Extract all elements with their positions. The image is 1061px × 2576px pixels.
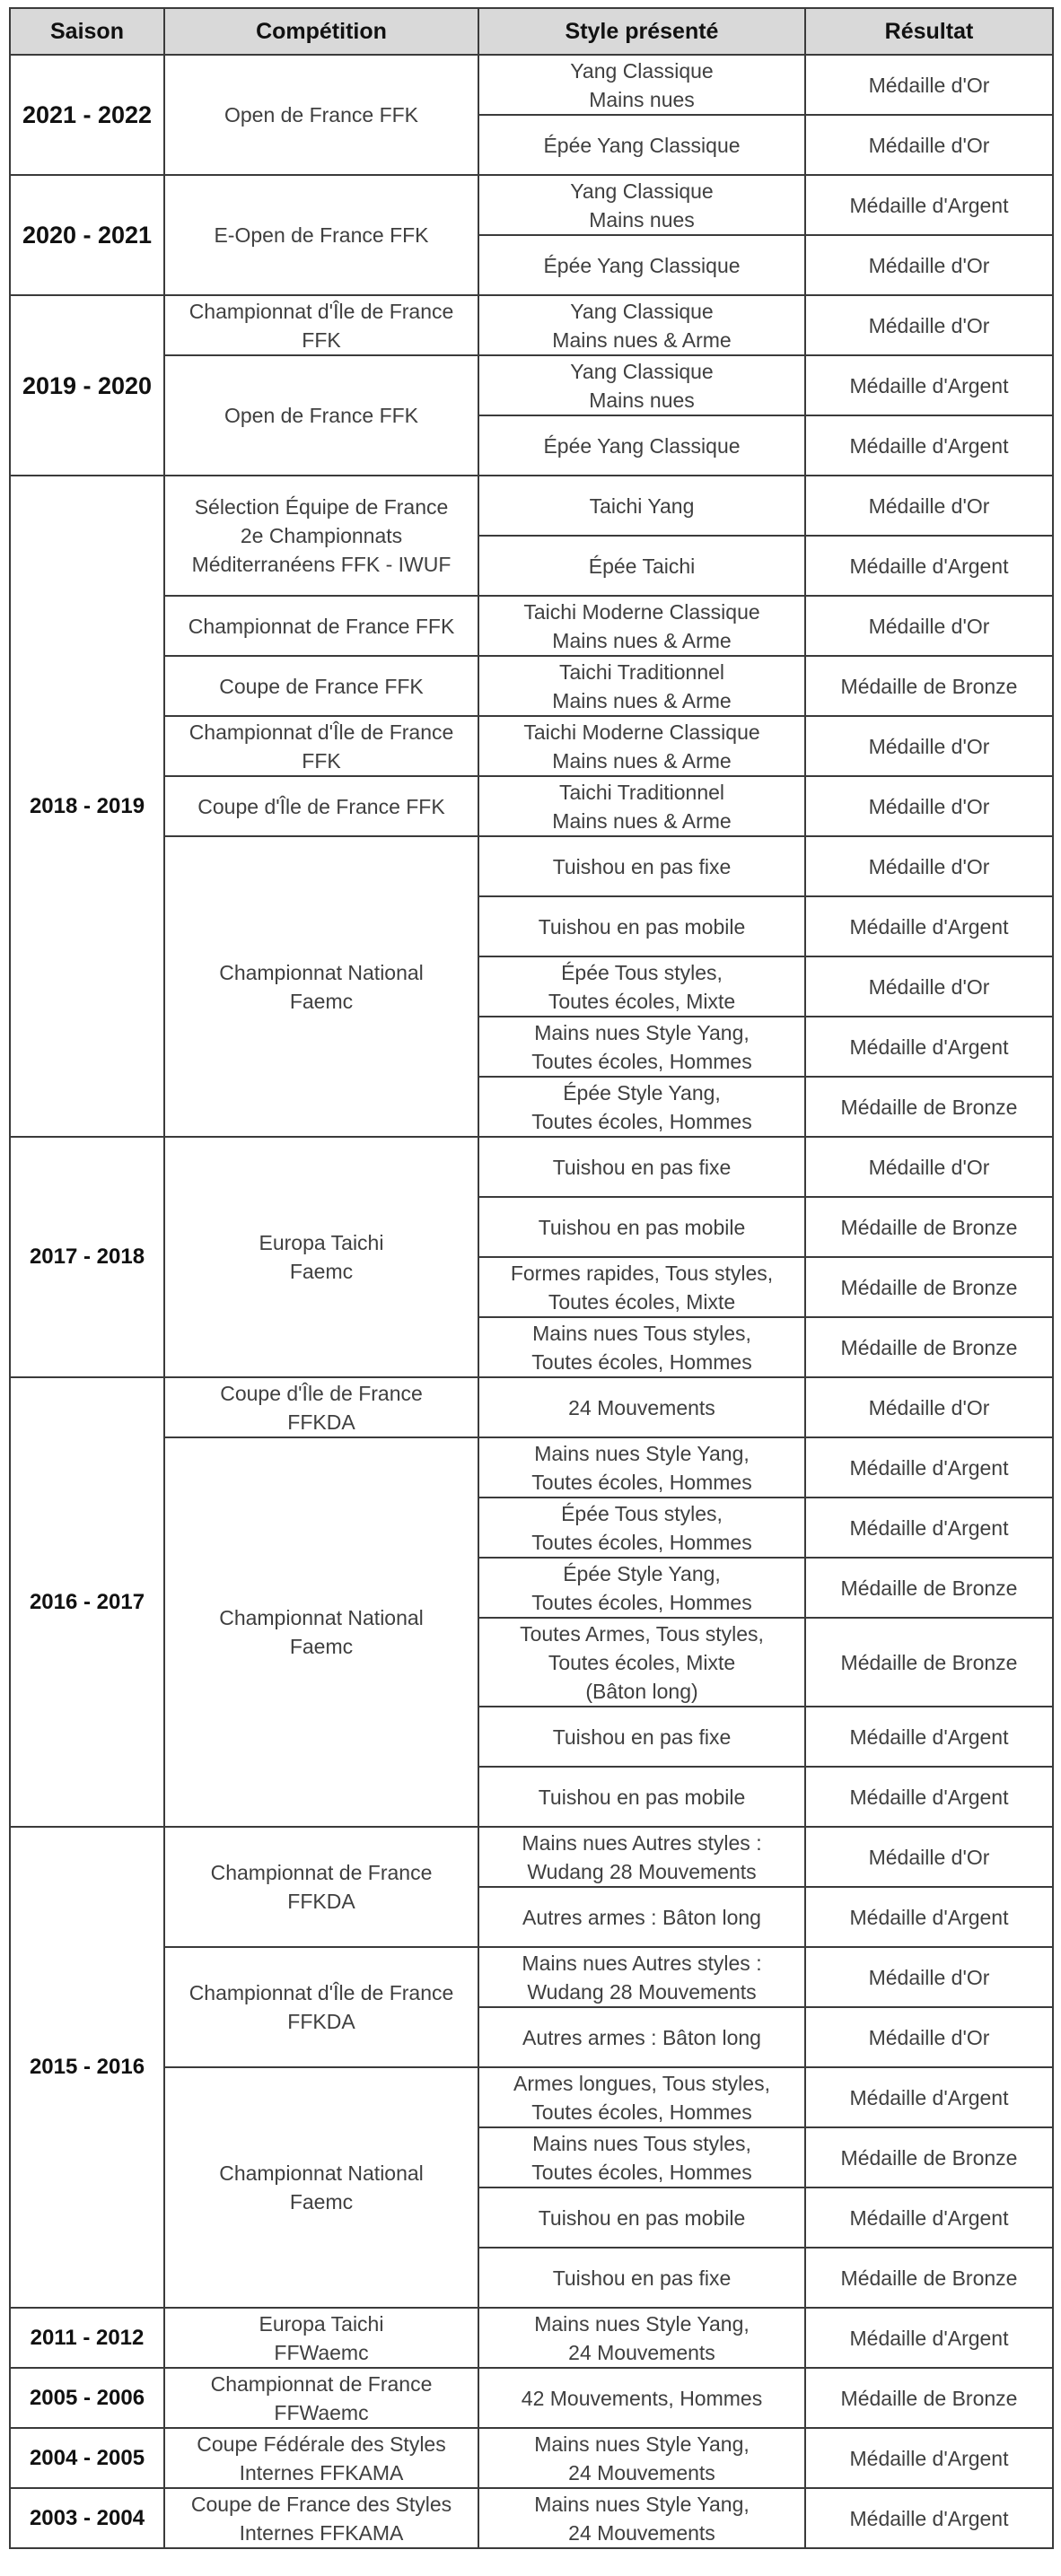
season-cell: 2017 - 2018 bbox=[10, 1137, 164, 1377]
table-row bbox=[10, 1377, 1053, 1437]
season-cell: 2015 - 2016 bbox=[10, 1827, 164, 2308]
result-cell: Médaille d'Argent bbox=[805, 1707, 1053, 1767]
result-cell: Médaille de Bronze bbox=[805, 1618, 1053, 1707]
result-cell: Médaille de Bronze bbox=[805, 1077, 1053, 1137]
result-cell: Médaille de Bronze bbox=[805, 1558, 1053, 1618]
table-row bbox=[10, 1137, 1053, 1197]
competition-cell: Championnat National Faemc bbox=[164, 836, 478, 1137]
result-cell: Médaille de Bronze bbox=[805, 2368, 1053, 2428]
style-cell: Tuishou en pas mobile bbox=[478, 2187, 805, 2248]
style-cell: Taichi Traditionnel Mains nues & Arme bbox=[478, 656, 805, 716]
style-cell: Taichi Moderne Classique Mains nues & Arme bbox=[478, 716, 805, 776]
results-table bbox=[9, 7, 1054, 2549]
style-cell: Tuishou en pas mobile bbox=[478, 1197, 805, 1257]
style-cell: Épée Style Yang, Toutes écoles, Hommes bbox=[478, 1558, 805, 1618]
result-cell: Médaille de Bronze bbox=[805, 2248, 1053, 2308]
style-cell: Épée Tous styles, Toutes écoles, Mixte bbox=[478, 956, 805, 1017]
style-cell: Yang Classique Mains nues bbox=[478, 55, 805, 115]
table-row bbox=[10, 175, 1053, 235]
competition-cell: Coupe d'Île de France FFK bbox=[164, 776, 478, 836]
competition-cell: Championnat National Faemc bbox=[164, 2067, 478, 2308]
header-row bbox=[10, 8, 1053, 55]
competition-cell: Championnat National Faemc bbox=[164, 1437, 478, 1827]
style-cell: Mains nues Autres styles : Wudang 28 Mouvements bbox=[478, 1827, 805, 1887]
table-row bbox=[10, 2428, 1053, 2488]
result-cell: Médaille d'Argent bbox=[805, 175, 1053, 235]
style-header: Style présenté bbox=[478, 8, 805, 55]
table-row bbox=[10, 355, 1053, 415]
result-cell: Médaille d'Or bbox=[805, 235, 1053, 295]
result-cell: Médaille d'Argent bbox=[805, 355, 1053, 415]
table-row bbox=[10, 1827, 1053, 1887]
competition-cell: Europa Taichi Faemc bbox=[164, 1137, 478, 1377]
table-row bbox=[10, 776, 1053, 836]
style-cell: Armes longues, Tous styles, Toutes écoles, Hommes bbox=[478, 2067, 805, 2127]
competition-header: Compétition bbox=[164, 8, 478, 55]
competition-cell: Open de France FFK bbox=[164, 55, 478, 175]
style-cell: Mains nues Tous styles, Toutes écoles, Hommes bbox=[478, 1317, 805, 1377]
result-cell: Médaille d'Argent bbox=[805, 896, 1053, 956]
result-header: Résultat bbox=[805, 8, 1053, 55]
result-cell: Médaille d'Argent bbox=[805, 2308, 1053, 2368]
style-cell: Épée Yang Classique bbox=[478, 235, 805, 295]
table-row bbox=[10, 2488, 1053, 2548]
competition-cell: Open de France FFK bbox=[164, 355, 478, 476]
competition-cell: Championnat de France FFKDA bbox=[164, 1827, 478, 1947]
style-cell: Tuishou en pas mobile bbox=[478, 896, 805, 956]
style-cell: Épée Yang Classique bbox=[478, 115, 805, 175]
style-cell: Mains nues Autres styles : Wudang 28 Mouvements bbox=[478, 1947, 805, 2007]
style-cell: Taichi Yang bbox=[478, 476, 805, 536]
season-cell: 2016 - 2017 bbox=[10, 1377, 164, 1827]
season-cell: 2019 - 2020 bbox=[10, 295, 164, 476]
result-cell: Médaille d'Or bbox=[805, 1947, 1053, 2007]
result-cell: Médaille d'Or bbox=[805, 115, 1053, 175]
result-cell: Médaille d'Or bbox=[805, 596, 1053, 656]
table-row bbox=[10, 1437, 1053, 1498]
competition-cell: Sélection Équipe de France 2e Championnats Méditerranéens FFK - IWUF bbox=[164, 476, 478, 596]
style-cell: Mains nues Tous styles, Toutes écoles, Hommes bbox=[478, 2127, 805, 2187]
season-cell: 2005 - 2006 bbox=[10, 2368, 164, 2428]
table-row bbox=[10, 55, 1053, 115]
style-cell: Mains nues Style Yang, 24 Mouvements bbox=[478, 2308, 805, 2368]
table-row bbox=[10, 2308, 1053, 2368]
table-row bbox=[10, 716, 1053, 776]
style-cell: Tuishou en pas fixe bbox=[478, 836, 805, 896]
result-cell: Médaille d'Or bbox=[805, 55, 1053, 115]
result-cell: Médaille d'Or bbox=[805, 776, 1053, 836]
style-cell: Tuishou en pas mobile bbox=[478, 1767, 805, 1827]
result-cell: Médaille d'Or bbox=[805, 716, 1053, 776]
table-row bbox=[10, 2067, 1053, 2127]
result-cell: Médaille d'Argent bbox=[805, 2488, 1053, 2548]
season-cell: 2021 - 2022 bbox=[10, 55, 164, 175]
result-cell: Médaille d'Argent bbox=[805, 2187, 1053, 2248]
competition-cell: Coupe d'Île de France FFKDA bbox=[164, 1377, 478, 1437]
result-cell: Médaille d'Argent bbox=[805, 1767, 1053, 1827]
season-cell: 2020 - 2021 bbox=[10, 175, 164, 295]
result-cell: Médaille d'Or bbox=[805, 295, 1053, 355]
table-row bbox=[10, 1947, 1053, 2007]
style-cell: Autres armes : Bâton long bbox=[478, 1887, 805, 1947]
style-cell: Yang Classique Mains nues bbox=[478, 175, 805, 235]
style-cell: Mains nues Style Yang, 24 Mouvements bbox=[478, 2488, 805, 2548]
result-cell: Médaille d'Argent bbox=[805, 2067, 1053, 2127]
result-cell: Médaille d'Or bbox=[805, 1377, 1053, 1437]
competition-cell: Championnat d'Île de France FFKDA bbox=[164, 1947, 478, 2067]
competition-cell: Championnat de France FFK bbox=[164, 596, 478, 656]
result-cell: Médaille de Bronze bbox=[805, 2127, 1053, 2187]
table-row bbox=[10, 836, 1053, 896]
competition-cell: Coupe Fédérale des Styles Internes FFKAMA bbox=[164, 2428, 478, 2488]
result-cell: Médaille d'Argent bbox=[805, 2428, 1053, 2488]
result-cell: Médaille d'Argent bbox=[805, 1887, 1053, 1947]
style-cell: Autres armes : Bâton long bbox=[478, 2007, 805, 2067]
result-cell: Médaille d'Or bbox=[805, 2007, 1053, 2067]
result-cell: Médaille d'Argent bbox=[805, 1498, 1053, 1558]
style-cell: Tuishou en pas fixe bbox=[478, 2248, 805, 2308]
result-cell: Médaille d'Or bbox=[805, 1827, 1053, 1887]
competition-cell: Championnat de France FFWaemc bbox=[164, 2368, 478, 2428]
competition-cell: Europa Taichi FFWaemc bbox=[164, 2308, 478, 2368]
style-cell: Toutes Armes, Tous styles, Toutes écoles, Mixte (Bâton long) bbox=[478, 1618, 805, 1707]
style-cell: Formes rapides, Tous styles, Toutes écoles, Mixte bbox=[478, 1257, 805, 1317]
style-cell: Tuishou en pas fixe bbox=[478, 1137, 805, 1197]
style-cell: Mains nues Style Yang, 24 Mouvements bbox=[478, 2428, 805, 2488]
competition-cell: Coupe de France FFK bbox=[164, 656, 478, 716]
result-cell: Médaille de Bronze bbox=[805, 1197, 1053, 1257]
competition-cell: E-Open de France FFK bbox=[164, 175, 478, 295]
style-cell: Épée Style Yang, Toutes écoles, Hommes bbox=[478, 1077, 805, 1137]
competition-cell: Coupe de France des Styles Internes FFKAMA bbox=[164, 2488, 478, 2548]
style-cell: Mains nues Style Yang, Toutes écoles, Hommes bbox=[478, 1017, 805, 1077]
style-cell: Épée Tous styles, Toutes écoles, Hommes bbox=[478, 1498, 805, 1558]
table-row bbox=[10, 295, 1053, 355]
season-cell: 2011 - 2012 bbox=[10, 2308, 164, 2368]
result-cell: Médaille d'Argent bbox=[805, 1437, 1053, 1498]
style-cell: Taichi Moderne Classique Mains nues & Arme bbox=[478, 596, 805, 656]
season-cell: 2003 - 2004 bbox=[10, 2488, 164, 2548]
result-cell: Médaille de Bronze bbox=[805, 1317, 1053, 1377]
table-row bbox=[10, 476, 1053, 536]
season-cell: 2018 - 2019 bbox=[10, 476, 164, 1137]
result-cell: Médaille d'Argent bbox=[805, 415, 1053, 476]
result-cell: Médaille d'Or bbox=[805, 836, 1053, 896]
style-cell: 24 Mouvements bbox=[478, 1377, 805, 1437]
style-cell: Mains nues Style Yang, Toutes écoles, Hommes bbox=[478, 1437, 805, 1498]
table-row bbox=[10, 596, 1053, 656]
table-row bbox=[10, 2368, 1053, 2428]
style-cell: Yang Classique Mains nues bbox=[478, 355, 805, 415]
style-cell: Épée Yang Classique bbox=[478, 415, 805, 476]
result-cell: Médaille de Bronze bbox=[805, 1257, 1053, 1317]
style-cell: 42 Mouvements, Hommes bbox=[478, 2368, 805, 2428]
table-row bbox=[10, 656, 1053, 716]
competition-cell: Championnat d'Île de France FFK bbox=[164, 295, 478, 355]
style-cell: Épée Taichi bbox=[478, 536, 805, 596]
season-cell: 2004 - 2005 bbox=[10, 2428, 164, 2488]
result-cell: Médaille d'Argent bbox=[805, 1017, 1053, 1077]
style-cell: Yang Classique Mains nues & Arme bbox=[478, 295, 805, 355]
style-cell: Tuishou en pas fixe bbox=[478, 1707, 805, 1767]
result-cell: Médaille de Bronze bbox=[805, 656, 1053, 716]
result-cell: Médaille d'Or bbox=[805, 956, 1053, 1017]
result-cell: Médaille d'Argent bbox=[805, 536, 1053, 596]
style-cell: Taichi Traditionnel Mains nues & Arme bbox=[478, 776, 805, 836]
result-cell: Médaille d'Or bbox=[805, 1137, 1053, 1197]
season-header: Saison bbox=[10, 8, 164, 55]
result-cell: Médaille d'Or bbox=[805, 476, 1053, 536]
competition-cell: Championnat d'Île de France FFK bbox=[164, 716, 478, 776]
